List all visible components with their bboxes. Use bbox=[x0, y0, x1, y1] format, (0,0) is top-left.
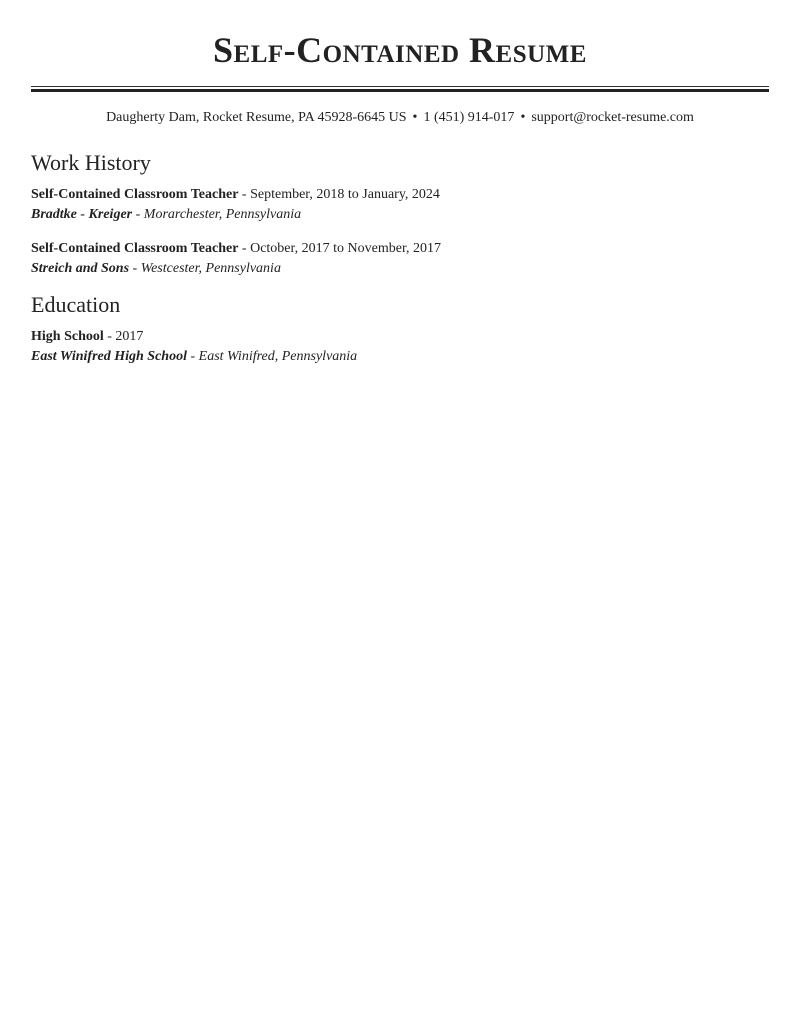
employer-location: Morarchester, Pennsylvania bbox=[143, 207, 302, 222]
dash-separator: - bbox=[132, 261, 138, 276]
contact-address: Daugherty Dam, Rocket Resume, PA 45928-6645 US bbox=[106, 110, 407, 125]
dash-separator: - bbox=[241, 241, 247, 256]
contact-line bbox=[31, 108, 769, 128]
dash-separator: - bbox=[241, 187, 247, 202]
resume-title: Self-Contained Resume bbox=[213, 30, 587, 70]
school-name: East Winifred High School bbox=[31, 349, 187, 364]
job-dates: September, 2018 to January, 2024 bbox=[250, 187, 440, 202]
work-entry bbox=[31, 185, 769, 225]
job-title: Self-Contained Classroom Teacher bbox=[31, 187, 239, 202]
contact-separator: • bbox=[412, 110, 418, 125]
employer-location: Westcester, Pennsylvania bbox=[140, 261, 281, 276]
title-divider bbox=[31, 86, 769, 92]
job-dates: October, 2017 to November, 2017 bbox=[250, 241, 442, 256]
work-entry bbox=[31, 239, 769, 279]
degree-name: High School bbox=[31, 329, 104, 344]
graduation-year: 2017 bbox=[115, 329, 144, 344]
education-heading: Education bbox=[31, 292, 121, 317]
dash-separator: - bbox=[107, 329, 112, 344]
school-location: East Winifred, Pennsylvania bbox=[198, 349, 358, 364]
dash-separator: - bbox=[190, 349, 196, 364]
employer-name: Bradtke - Kreiger bbox=[31, 207, 133, 222]
dash-separator: - bbox=[135, 207, 141, 222]
education-entry bbox=[31, 327, 769, 367]
work-history-heading: Work History bbox=[31, 150, 151, 175]
employer-name: Streich and Sons bbox=[31, 261, 130, 276]
contact-separator: • bbox=[520, 110, 526, 125]
contact-phone: 1 (451) 914-017 bbox=[423, 110, 515, 125]
contact-email: support@rocket-resume.com bbox=[531, 110, 694, 125]
job-title: Self-Contained Classroom Teacher bbox=[31, 241, 239, 256]
